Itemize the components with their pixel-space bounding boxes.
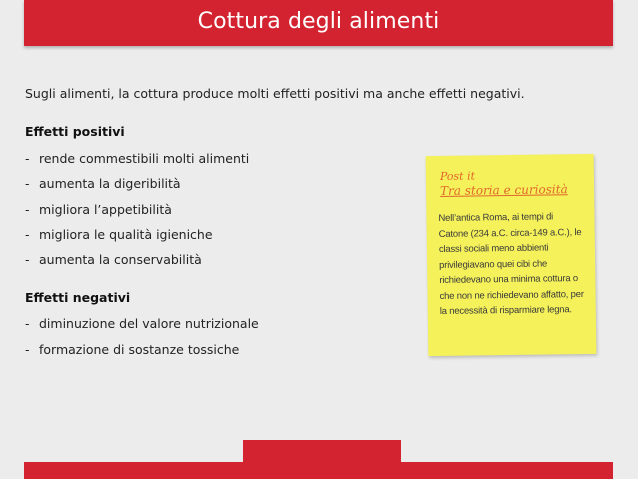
title-bar (24, 0, 613, 46)
intro-text: Sugli alimenti, la cottura produce molti effetti positivi ma anche effetti negativi. (25, 86, 525, 101)
positive-heading: Effetti positivi (25, 124, 125, 139)
positive-item: - rende commestibili molti alimenti (25, 151, 250, 166)
footer-tab (243, 440, 401, 479)
negative-heading: Effetti negativi (25, 290, 131, 305)
positive-item: - aumenta la conservabilità (25, 252, 202, 267)
postit-heading: Tra storia e curiosità (440, 182, 568, 198)
slide-title: Cottura degli alimenti (197, 9, 440, 34)
postit-label: Post it (439, 169, 476, 183)
positive-item: - migliora le qualità igieniche (25, 227, 213, 242)
negative-item: - formazione di sostanze tossiche (25, 342, 240, 357)
postit-body: Nell’antica Roma, ai tempi di Catone (234 a.C. circa-149 a.C.), le classi sociali meno abbienti privilegiavano quei cibi che richiedevano una minima cottura o che non ne richiedevano affatto, per la necessità di risparmiare legna. (438, 211, 584, 317)
positive-item: - migliora l’appetibilità (25, 202, 172, 217)
positive-item: - aumenta la digeribilità (25, 176, 181, 191)
postit-note (426, 154, 597, 356)
negative-item: - diminuzione del valore nutrizionale (25, 316, 259, 331)
